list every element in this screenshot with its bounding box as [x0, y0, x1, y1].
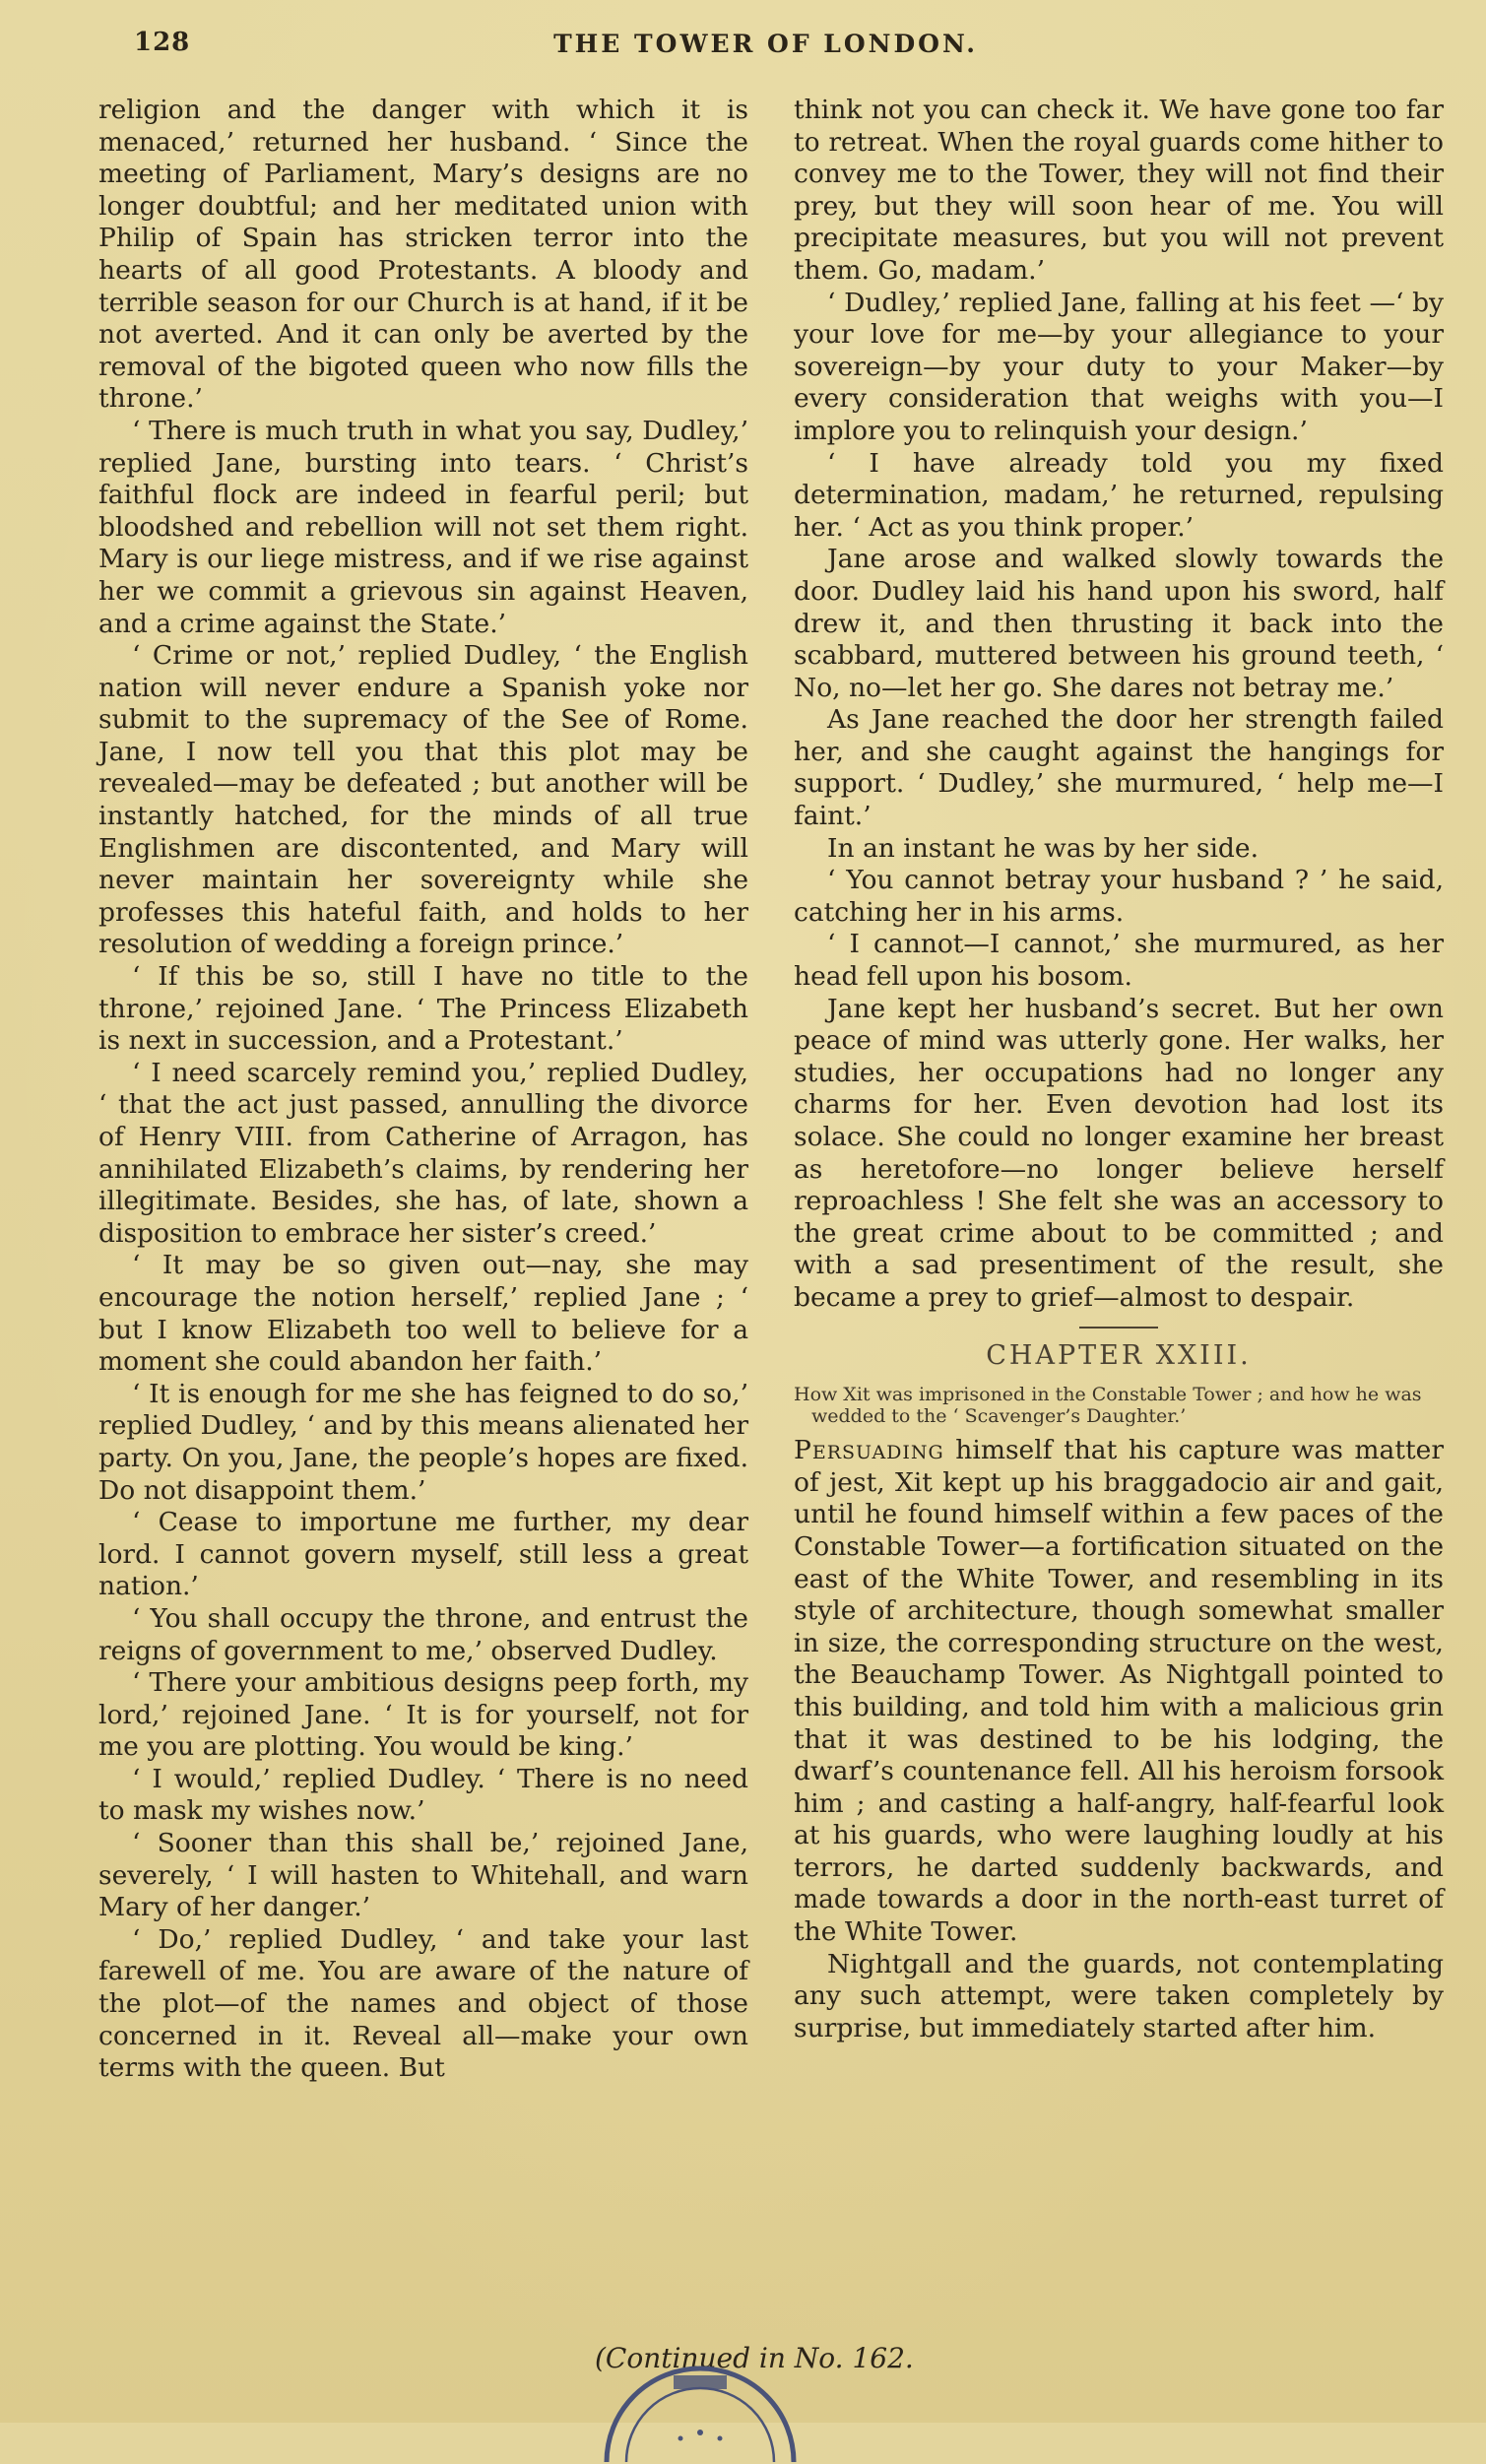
paragraph: ‘ If this be so, still I have no title to the throne,’ rejoined Jane. ‘ The Princess Elizabeth is next in succession, and a Protestant.’	[98, 961, 748, 1057]
paragraph: ‘ Sooner than this shall be,’ rejoined Jane, severely, ‘ I will hasten to Whitehall, and warn Mary of her danger.’	[98, 1828, 748, 1923]
continued-note: (Continued in No. 162.	[595, 2342, 914, 2374]
paragraph: Nightgall and the guards, not contemplating any such attempt, were taken completely by surprise, but immediately started after him.	[794, 1948, 1444, 2043]
running-title: THE TOWER OF LONDON.	[553, 30, 978, 58]
paragraph: ‘ Do,’ replied Dudley, ‘ and take your last farewell of me. You are aware of the nature of the plot—of the names and object of those concerned in it. Reveal all—make your own terms with the queen. But	[98, 1923, 748, 2084]
paragraph: ‘ You shall occupy the throne, and entrust the reigns of government to me,’ observed Dudley.	[98, 1602, 748, 1666]
chapter-summary: How Xit was imprisoned in the Constable Tower ; and how he was wedded to the ‘ Scavenger’s Daughter.’	[794, 1384, 1422, 1428]
paragraph: ‘ It is enough for me she has feigned to do so,’ replied Dudley, ‘ and by this means alienated her party. On you, Jane, the people’s hopes are fixed. Do not disappoint them.’	[98, 1378, 748, 1506]
chapter-title: CHAPTER XXIII.	[986, 1339, 1252, 1371]
paragraph: ‘ It may be so given out—nay, she may encourage the notion herself,’ replied Jane ; ‘ but I know Elizabeth too well to believe for a moment she could abandon her faith.’	[98, 1250, 748, 1378]
paragraph: Jane kept her husband’s secret. But her own peace of mind was utterly gone. Her walks, her studies, her occupations had no longer any charms for her. Even devotion had lost its solace. She could no longer examine her breast as heretofore—no longer believe herself reproachless ! She felt she was an accessory to the great crime about to be committed ; and with a sad presentiment of the result, she became a prey to grief—almost to despair.	[794, 993, 1444, 1313]
page-header	[93, 28, 1439, 67]
paragraph: In an instant he was by her side.	[827, 832, 1260, 864]
library-stamp-icon	[587, 2356, 813, 2464]
paragraph: ‘ Crime or not,’ replied Dudley, ‘ the English nation will never endure a Spanish yoke nor submit to the supremacy of the See of Rome. Jane, I now tell you that this plot may be revealed—may be defeated ; but another will be instantly hatched, for the minds of all true Englishmen are discontented, and Mary will never maintain her sovereignty while she professes this hateful faith, and holds to her resolution of wedding a foreign prince.’	[98, 640, 748, 960]
paragraph: religion and the danger with which it is menaced,’ returned her husband. ‘ Since the meeting of Parliament, Mary’s designs are no longer doubtful; and her meditated union with Philip of Spain has stricken terror into the hearts of all good Protestants. A bloody and terrible season for our Church is at hand, if it be not averted. And it can only be averted by the removal of the bigoted queen who now fills the throne.’	[98, 95, 748, 415]
right-column	[794, 95, 1444, 2044]
paragraph-text: himself that his capture was matter of jest, Xit kept up his braggadocio air and gait, until he found himself within a few paces of the Constable Tower—a fortification situated on the east of the White Tower, and resembling in its style of architecture, though somewhat smaller in size, the corresponding structure on the west, the Beauchamp Tower. As Nightgall pointed to this building, and told him with a malicious grin that it was destined to be his lodging, the dwarf’s countenance fell. All his heroism forsook him ; and casting a half-angry, half-fearful look at his guards, who were laughing loudly at his terrors, he darted suddenly backwards, and made towards a door in the north-east turret of the White Tower.	[794, 1435, 1444, 1948]
left-column	[98, 95, 748, 2085]
drop-word: Persuading	[794, 1435, 944, 1466]
paragraph: ‘ There is much truth in what you say, Dudley,’ replied Jane, bursting into tears. ‘ Christ’s faithful flock are indeed in fearful peril; but bloodshed and rebellion will not set them right. Mary is our liege mistress, and if we rise against her we commit a grievous sin against Heaven, and a crime against the State.’	[98, 415, 748, 639]
page-number: 128	[134, 28, 191, 57]
paragraph: ‘ Cease to importune me further, my dear lord. I cannot govern myself, still less a great nation.’	[98, 1507, 748, 1602]
paragraph: ‘ I have already told you my fixed determination, madam,’ he returned, repulsing her. ‘ Act as you think proper.’	[794, 447, 1444, 543]
paragraph: ‘ I would,’ replied Dudley. ‘ There is no need to mask my wishes now.’	[98, 1763, 748, 1827]
chapter-opening-paragraph	[794, 1435, 1444, 1949]
section-divider	[1079, 1327, 1158, 1329]
paragraph: ‘ There your ambitious designs peep forth, my lord,’ rejoined Jane. ‘ It is for yourself, not for me you are plotting. You would be king.’	[98, 1667, 748, 1763]
paragraph: Jane arose and walked slowly towards the door. Dudley laid his hand upon his sword, half drew it, and then thrusting it back into the scabbard, muttered between his ground teeth, ‘ No, no—let her go. She dares not betray me.’	[794, 544, 1444, 703]
paragraph: ‘ I need scarcely remind you,’ replied Dudley, ‘ that the act just passed, annulling the divorce of Henry VIII. from Catherine of Arragon, has annihilated Elizabeth’s claims, by rendering her illegitimate. Besides, she has, of late, shown a disposition to embrace her sister’s creed.’	[98, 1057, 748, 1249]
paragraph: As Jane reached the door her strength failed her, and she caught against the hangings for support. ‘ Dudley,’ she murmured, ‘ help me—I faint.’	[794, 704, 1444, 832]
paragraph: ‘ Dudley,’ replied Jane, falling at his feet —‘ by your love for me—by your allegiance to your sovereign—by your duty to your Maker—by every consideration that weighs with you—I implore you to relinquish your design.’	[794, 287, 1444, 446]
paragraph: ‘ I cannot—I cannot,’ she murmured, as her head fell upon his bosom.	[794, 929, 1444, 993]
paragraph: ‘ You cannot betray your husband ? ’ he said, catching her in his arms.	[794, 865, 1444, 928]
paragraph: think not you can check it. We have gone too far to retreat. When the royal guards come hither to convey me to the Tower, they will not find their prey, but they will soon hear of me. You will precipitate measures, but you will not prevent them. Go, madam.’	[794, 95, 1444, 286]
